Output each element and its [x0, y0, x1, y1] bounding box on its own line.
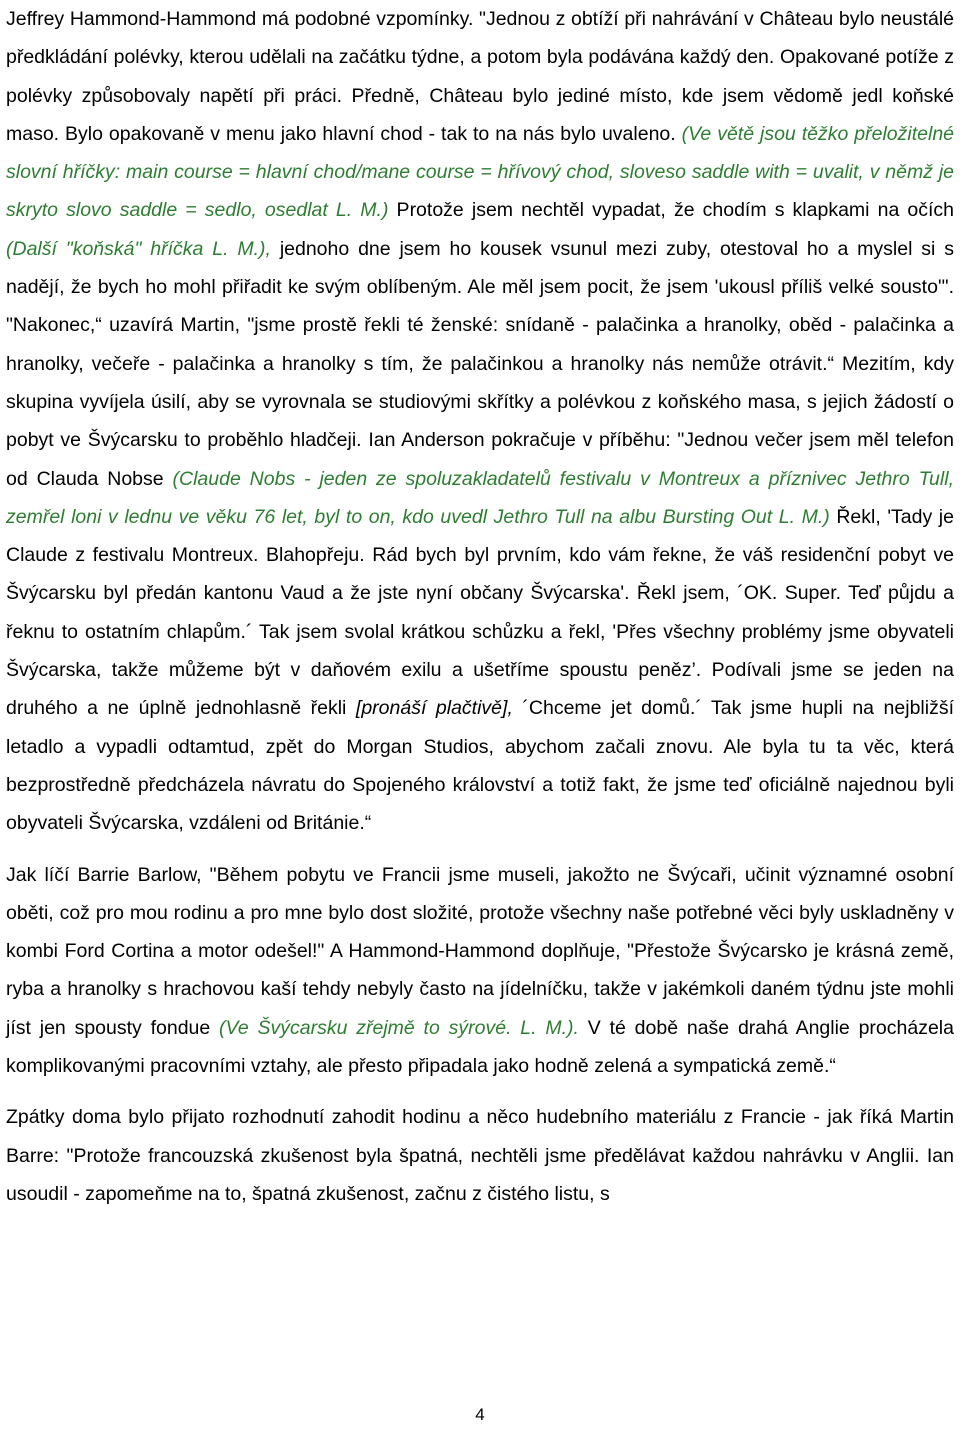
text-segment: Protože jsem nechtěl vypadat, že chodím s klapkami na očích — [388, 199, 954, 222]
translator-note: (Ve větě jsou těžko přeložitelné slovní hříčky: main course = hlavní chod/mane course = hřívový chod, sloveso saddle with = uvalit, v němž je skryto slovo saddle = sedlo, osedlat L. M.) — [6, 122, 955, 222]
text-segment: jednoho dne jsem ho kousek vsunul mezi zuby, otestoval ho a myslel si s nadějí, že bych ho mohl přiřadit ke svým oblíbeným. Ale měl jsem pocit, že jsem 'ukousl příliš velké sousto'". "Nakonec,“ uzavírá Martin, "jsme prostě řekli té ženské: snídaně - palačinka a hranolky, oběd - palačinka a hranolky, večeře - palačinka a hranolky s tím, že palačinkou a hranolky nás nemůže otrávit.“ Mezitím, kdy skupina vyvíjela úsilí, aby se vyrovnala se studiovými skřítky a polévkou z koňského masa, s jejich žádostí o pobyt ve Švýcarsku to proběhlo hladčeji. Ian Anderson pokračuje v příběhu: "Jednou večer jsem měl telefon od Clauda Nobse — [6, 237, 954, 490]
text-segment: Řekl, 'Tady je Claude z festivalu Montreux. Blahopřeju. Rád bych byl prvním, kdo vám řekne, že váš residenční pobyt ve Švýcarsku byl předán kantonu Vaud a že jste nyní občany Švýcarska'. Řekl jsem, ´OK. Super. Teď půjdu a řeknu to ostatním chlapům.´ Tak jsem svolal krátkou schůzku a řekl, 'Přes všechny problémy jsme obyvateli Švýcarska, takže můžeme být v daňovém exilu a ušetříme spoustu peněz’. Podívali jsme se jeden na druhého a ne úplně jednohlasně řekli — [6, 505, 954, 720]
translator-note: (Ve Švýcarsku zřejmě to sýrové. L. M.). — [219, 1016, 579, 1039]
page-number: 4 — [475, 1405, 485, 1424]
text-segment: Zpátky doma bylo přijato rozhodnutí zahodit hodinu a něco hudebního materiálu z Francie - jak říká Martin Barre: "Protože francouzská zkušenost byla špatná, nechtěli jsme předělávat každou nahrávku v Anglii. Ian usoudil - zapomeňme na to, špatná zkušenost, začnu z čistého listu, s — [6, 1106, 954, 1205]
translator-note: (Claude Nobs - jeden ze spoluzakladatelů festivalu v Montreux a příznivec Jethro Tull, zemřel loni v lednu ve věku 76 let, byl to on, kdo uvedl Jethro Tull na albu Bursting Out L. M.) — [6, 467, 954, 528]
text-segment: Jak líčí Barrie Barlow, "Během pobytu ve Francii jsme museli, jakožto ne Švýcaři, učinit významné osobní oběti, což pro mou rodinu a pro mne bylo dost složité, protože všechny naše potřebné věci byly uskladněny v kombi Ford Cortina a motor odešel!" A Hammond-Hammond doplňuje, "Přestože Švýcarsko je krásná země, ryba a hranolky s hrachovou kaší tehdy nebyly často na jídelníčku, takže v jakémkoli daném týdnu jste mohli jíst jen spousty fondue — [6, 863, 954, 1039]
text-segment: ´Chceme jet domů.´ Tak jsme hupli na nejbližší letadlo a vypadli odtamtud, zpět do Morgan Studios, abychom začali znovu. Ale byla tu ta věc, která bezprostředně předcházela návratu do Spojeného království a totiž fakt, že jsme teď oficiálně najednou byli obyvateli Švýcarska, vzdáleni od Británie.“ — [6, 697, 955, 835]
translator-note: (Další "koňská" hříčka L. M.), — [6, 237, 271, 260]
paragraph-1 — [6, 0, 954, 843]
paragraph-2 — [6, 856, 954, 1086]
text-segment: Jeffrey Hammond-Hammond má podobné vzpomínky. "Jednou z obtíží při nahrávání v Château bylo neustálé předkládání polévky, kterou udělali na začátku týdne, a potom byla podávána každý den. Opakované potíže z polévky způsobovaly napětí při práci. Předně, Château bylo jediné místo, kde jsem vědomě jedl koňské maso. Bylo opakovaně v menu jako hlavní chod - tak to na nás bylo uvaleno. — [6, 8, 954, 145]
italic-stage-direction: [pronáší plačtivě], — [355, 697, 513, 720]
paragraph-3 — [6, 1098, 954, 1213]
text-segment: V té době naše drahá Anglie procházela komplikovanými pracovními vztahy, ale přesto připadala jako hodně zelená a sympatická země.“ — [6, 1016, 954, 1078]
document-body — [6, 0, 954, 1213]
